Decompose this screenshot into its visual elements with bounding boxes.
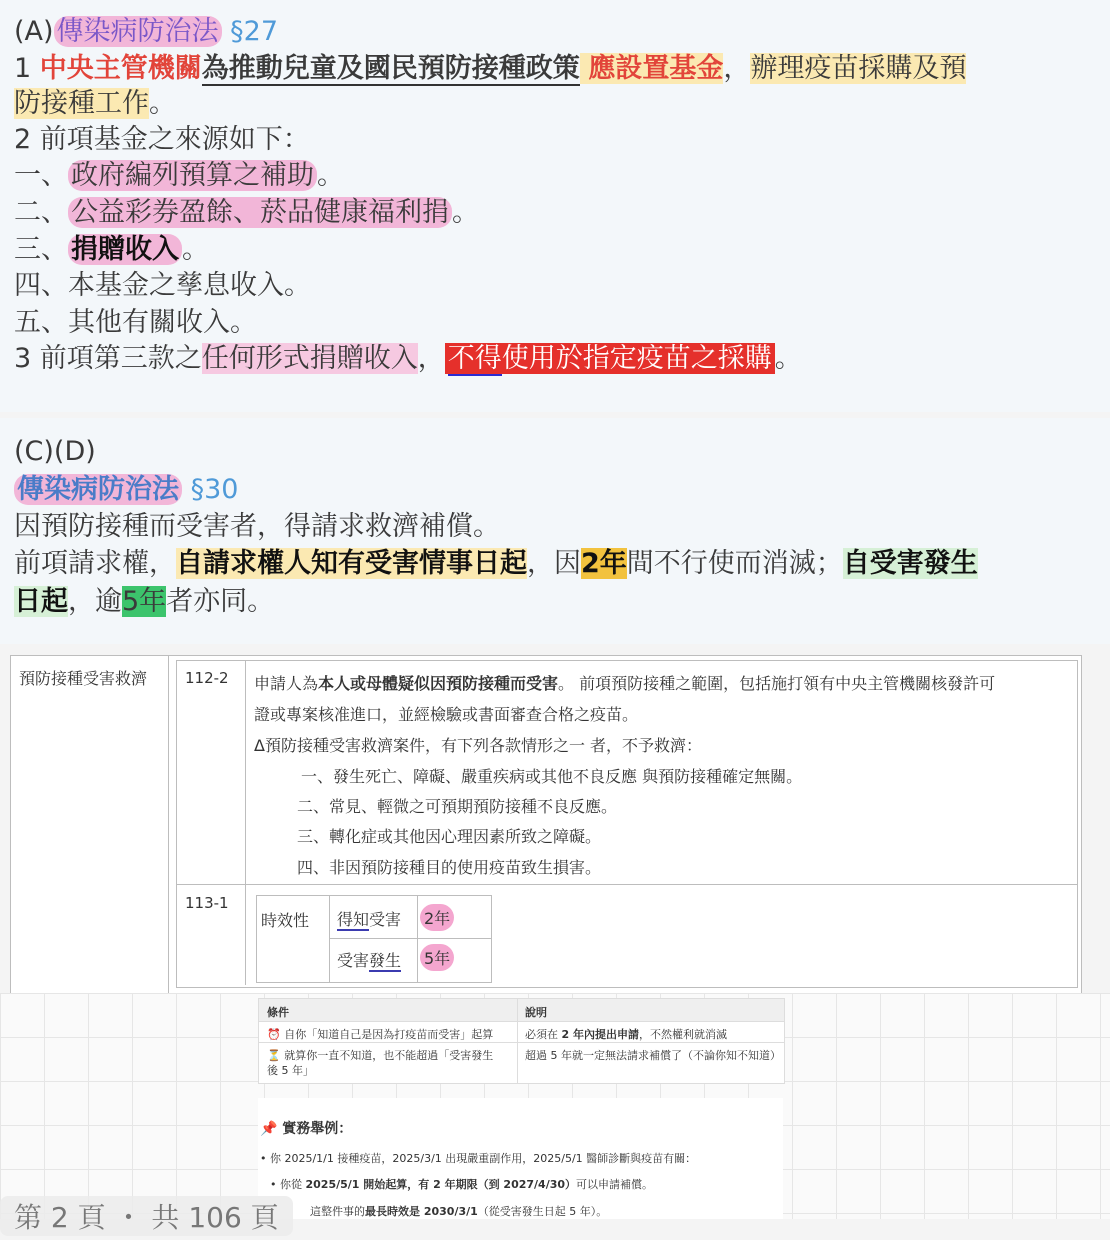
fund-text: 應設置基金 [588, 53, 724, 84]
ban-text: 不得使用於指定疫苗之採購 [445, 343, 775, 374]
row1-line-1: 申請人為本人或母體疑似因預防接種而受害。 前項預防接種之範圍，包括施打領有中央主管機關核發許可 [254, 674, 996, 693]
section-a-heading [14, 14, 278, 50]
two-year-badge: 2年 [581, 548, 627, 579]
claim-period-cont: 日起，逾5年者亦同。 [14, 586, 275, 617]
claim-period-text: 前項請求權，自請求權人知有受害情事日起，因2年間不行使而消滅；自受害發生 [14, 548, 978, 579]
table-title: 預防接種受害救濟 [19, 669, 148, 688]
clause-3: 3 前項第三款之任何形式捐贈收入， 不得使用於指定疫苗之採購 。 [14, 343, 802, 374]
section-c [0, 418, 1110, 644]
fund-source-3: 三、 捐贈收入 。 [14, 234, 209, 265]
example-bullet-3: 這整件事的最長時效是 2030/3/1（從受害發生日起 5 年）。 [310, 1205, 608, 1218]
law-name: 傳染病防治法 [54, 16, 222, 47]
example-bullet-2: • 你從 2025/5/1 開始起算，有 2 年期限（到 2027/4/30）可以申請補償。 [270, 1178, 654, 1191]
fund-source-5: 五、其他有關收入。 [14, 307, 257, 338]
fund-source-4: 四、本基金之孳息收入。 [14, 270, 311, 301]
clause-2: 2 前項基金之來源如下： [14, 124, 310, 155]
example-bullet-1: • 你 2025/1/1 接種疫苗，2025/3/1 出現嚴重副作用，2025/5/1 醫師診斷與疫苗有關： [260, 1152, 697, 1165]
desc-header: 說明 [525, 1006, 547, 1019]
central-authority: 中央主管機關 [39, 53, 202, 84]
limitation-label: 時效性 [261, 911, 310, 930]
five-year-badge: 5年 [122, 586, 167, 617]
page-indicator: 第 2 頁 ・ 共 106 頁 [0, 1196, 293, 1236]
relief-table [10, 655, 1082, 995]
article-number: §27 [230, 16, 278, 47]
example-title: 📌 實務舉例： [260, 1121, 353, 1137]
row1-line-3: Δ預防接種受害救濟案件，有下列各款情形之一 者，不予救濟： [254, 736, 703, 755]
five-year-tag: 5年 [420, 944, 454, 971]
section-c-tag: (C)(D) [14, 436, 96, 467]
policy-text: 為推動兒童及國民預防接種政策 [201, 53, 580, 84]
desc-row-1: 必須在 2 年內提出申請，不然權利就消滅 [525, 1028, 727, 1041]
law-name: 傳染病防治法 [14, 474, 182, 505]
clause-1-cont: 防接種工作。 [14, 88, 176, 119]
article-number: §30 [190, 474, 239, 505]
section-tag: (A) [14, 16, 54, 47]
exclusion-2: 二、常見、輕微之可預期預防接種不良反應。 [297, 797, 618, 816]
exclusion-1: 一、發生死亡、障礙、嚴重疾病或其他不良反應 與預防接種確定無關。 [301, 767, 803, 786]
row1-line-2: 證或專案核准進口，並經檢驗或書面審查合格之疫苗。 [254, 705, 639, 724]
exclusion-4: 四、非因預防接種目的使用疫苗致生損害。 [297, 858, 602, 877]
cond-row-1: ⏰ 自你「知道自己是因為打疫苗而受害」起算 [267, 1028, 494, 1041]
claim-text: 因預防接種而受害者，得請求救濟補償。 [14, 511, 500, 542]
desc-row-2: 超過 5 年就一定無法請求補償了（不論你知不知道） [525, 1049, 781, 1062]
clause-1: 1 中央主管機關為推動兒童及國民預防接種政策 應設置基金，辦理疫苗採購及預 [14, 53, 967, 84]
example-box [258, 1098, 783, 1219]
knowing-text: 得知受害 [337, 910, 402, 929]
row1-code: 112-2 [185, 669, 229, 687]
cond-row-2a: ⏳ 就算你一直不知道，也不能超過「受害發生 [267, 1049, 494, 1062]
condition-table [258, 998, 785, 1084]
donation-text: 任何形式捐贈收入 [201, 343, 418, 374]
row2-code: 113-1 [185, 894, 229, 912]
cond-header: 條件 [267, 1006, 289, 1019]
section-c-heading [14, 472, 238, 508]
exclusion-3: 三、轉化症或其他因心理因素所致之障礙。 [297, 827, 602, 846]
purpose-text: 辦理疫苗採購及預 [750, 53, 967, 84]
cond-row-2b: 後 5 年」 [267, 1064, 314, 1077]
fund-source-1: 一、 政府編列預算之補助 。 [14, 160, 344, 191]
fund-source-2: 二、 公益彩券盈餘、菸品健康福利捐 。 [14, 197, 479, 228]
section-a [0, 0, 1110, 412]
occurrence-text: 受害發生 [337, 951, 402, 970]
two-year-tag: 2年 [420, 904, 454, 931]
